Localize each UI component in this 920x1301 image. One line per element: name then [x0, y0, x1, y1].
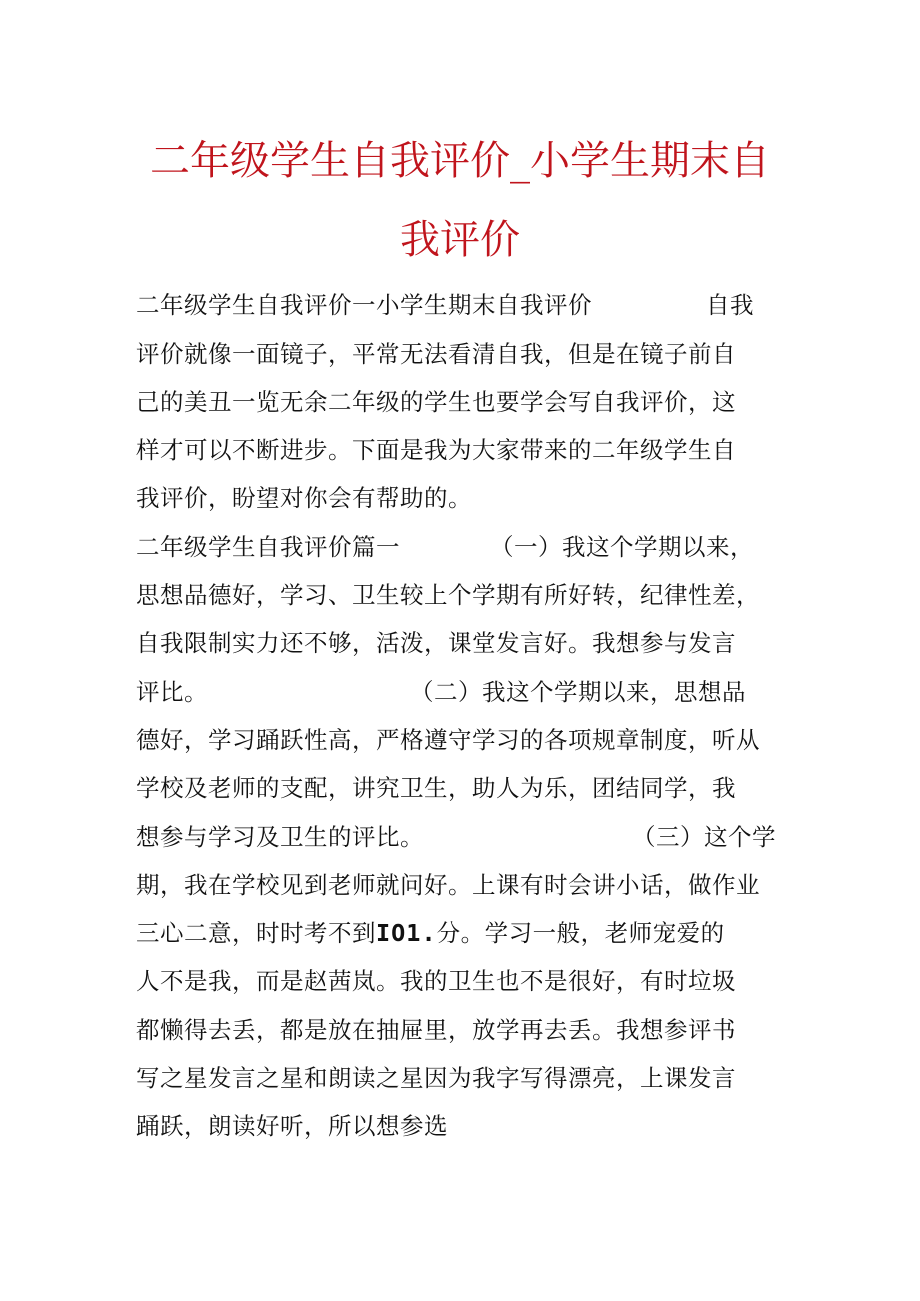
document-title-line-1: 二年级学生自我评价_小学生期末自 — [150, 138, 770, 184]
body-line-14c: 分。学习一般，老师宠爱的 — [436, 919, 725, 947]
body-line-10: 德好，学习踊跃性高，严格遵守学习的各项规章制度，听从 — [136, 726, 760, 754]
body-line-1b: 自我 — [706, 291, 754, 319]
body-line-6b: （一）我这个学期以来， — [490, 533, 754, 561]
body-line-11: 学校及老师的支配，讲究卫生，助人为乐，团结同学，我 — [136, 774, 736, 802]
body-line-15: 人不是我，而是赵茜岚。我的卫生也不是很好，有时垃圾 — [136, 967, 736, 995]
body-line-16: 都懒得去丢，都是放在抽屉里，放学再去丢。我想参评书 — [136, 1016, 736, 1044]
body-line-14-score: IO1. — [376, 919, 437, 947]
body-line-5: 我评价，盼望对你会有帮助的。 — [136, 484, 472, 512]
body-line-17: 写之星发言之星和朗读之星因为我字写得漂亮，上课发言 — [136, 1064, 736, 1092]
body-line-2: 评价就像一面镜子，平常无法看清自我，但是在镜子前自 — [136, 340, 736, 368]
body-line-18: 踊跃，朗读好听，所以想参选 — [136, 1112, 448, 1140]
body-line-14 — [136, 918, 725, 948]
body-line-12b: （三）这个学 — [632, 823, 776, 851]
body-line-12a: 想参与学习及卫生的评比。 — [136, 823, 424, 851]
body-line-3: 己的美丑一览无余二年级的学生也要学会写自我评价，这 — [136, 388, 736, 416]
body-line-8: 自我限制实力还不够，活泼，课堂发言好。我想参与发言 — [136, 629, 736, 657]
body-line-9a: 评比。 — [136, 678, 208, 706]
body-line-4: 样才可以不断进步。下面是我为大家带来的二年级学生自 — [136, 436, 736, 464]
body-line-13: 期，我在学校见到老师就问好。上课有时会讲小话，做作业 — [136, 871, 760, 899]
body-line-6a: 二年级学生自我评价篇一 — [136, 533, 400, 561]
body-line-9b: （二）我这个学期以来，思想品 — [410, 678, 746, 706]
body-line-7: 思想品德好，学习、卫生较上个学期有所好转，纪律性差， — [136, 581, 760, 609]
body-line-14a: 三心二意，时时考不到 — [136, 919, 376, 947]
document-title-line-2: 我评价 — [400, 217, 520, 263]
body-line-1a: 二年级学生自我评价一小学生期末自我评价 — [136, 291, 592, 319]
